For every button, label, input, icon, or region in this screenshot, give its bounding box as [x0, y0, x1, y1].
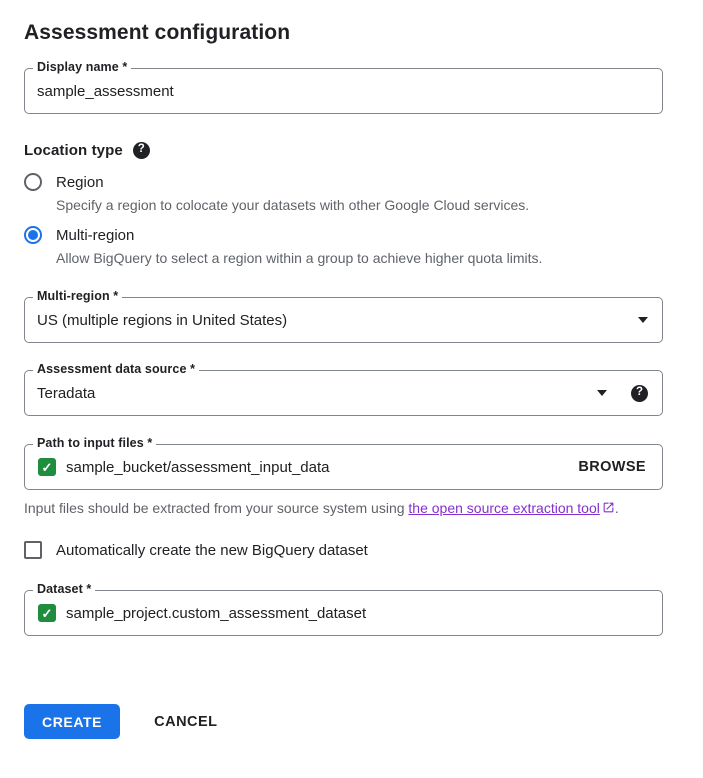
location-type-label: Location type: [24, 141, 123, 159]
display-name-label: Display name *: [33, 60, 131, 74]
data-source-help-icon[interactable]: ?: [631, 385, 648, 402]
external-link-icon: [602, 501, 615, 514]
auto-create-dataset-label: Automatically create the new BigQuery dataset: [56, 541, 368, 559]
data-source-select-value: Teradata: [37, 384, 96, 402]
page-title: Assessment configuration: [24, 21, 291, 44]
multi-region-radio-icon[interactable]: [24, 226, 42, 244]
multi-region-select-label: Multi-region *: [33, 289, 122, 303]
region-radio-row[interactable]: [24, 173, 679, 191]
location-type-help-icon[interactable]: ?: [133, 142, 150, 159]
auto-create-dataset-option[interactable]: [24, 540, 679, 560]
form-actions: [24, 704, 679, 739]
dataset-field[interactable]: [24, 582, 663, 636]
radio-option-multi-region[interactable]: [24, 226, 679, 267]
helper-text-suffix: .: [614, 500, 619, 516]
dataset-input[interactable]: [66, 605, 648, 622]
multi-region-radio-label: Multi-region: [56, 226, 135, 244]
extraction-tool-link[interactable]: the open source extraction tool: [408, 500, 614, 516]
display-name-field[interactable]: [24, 60, 663, 114]
chevron-down-icon[interactable]: [597, 390, 607, 396]
data-source-select[interactable]: [24, 362, 663, 416]
region-radio-description: Specify a region to colocate your datasets with other Google Cloud services.: [56, 197, 530, 213]
input-path-input[interactable]: [66, 459, 576, 476]
multi-region-select-value: US (multiple regions in United States): [37, 311, 288, 329]
region-radio-label: Region: [56, 173, 104, 191]
dataset-label: Dataset *: [33, 582, 95, 596]
radio-option-region[interactable]: [24, 173, 679, 214]
valid-check-icon: ✓: [38, 604, 56, 622]
helper-text-prefix: Input files should be extracted from your source system using: [24, 500, 409, 516]
input-path-helper-text: [24, 498, 636, 518]
create-button[interactable]: CREATE: [24, 704, 120, 739]
display-name-input[interactable]: [37, 83, 648, 100]
multi-region-radio-row[interactable]: [24, 226, 679, 244]
input-path-field[interactable]: [24, 436, 663, 490]
valid-check-icon: ✓: [38, 458, 56, 476]
input-path-label: Path to input files *: [33, 436, 156, 450]
data-source-select-label: Assessment data source *: [33, 362, 199, 376]
auto-create-dataset-checkbox[interactable]: [24, 541, 42, 559]
region-radio-icon[interactable]: [24, 173, 42, 191]
location-type-section: [24, 141, 679, 159]
browse-button[interactable]: BROWSE: [578, 459, 646, 475]
multi-region-select[interactable]: [24, 289, 663, 343]
multi-region-radio-description: Allow BigQuery to select a region within a group to achieve higher quota limits.: [56, 250, 543, 266]
chevron-down-icon[interactable]: [638, 317, 648, 323]
cancel-button[interactable]: CANCEL: [150, 714, 221, 730]
